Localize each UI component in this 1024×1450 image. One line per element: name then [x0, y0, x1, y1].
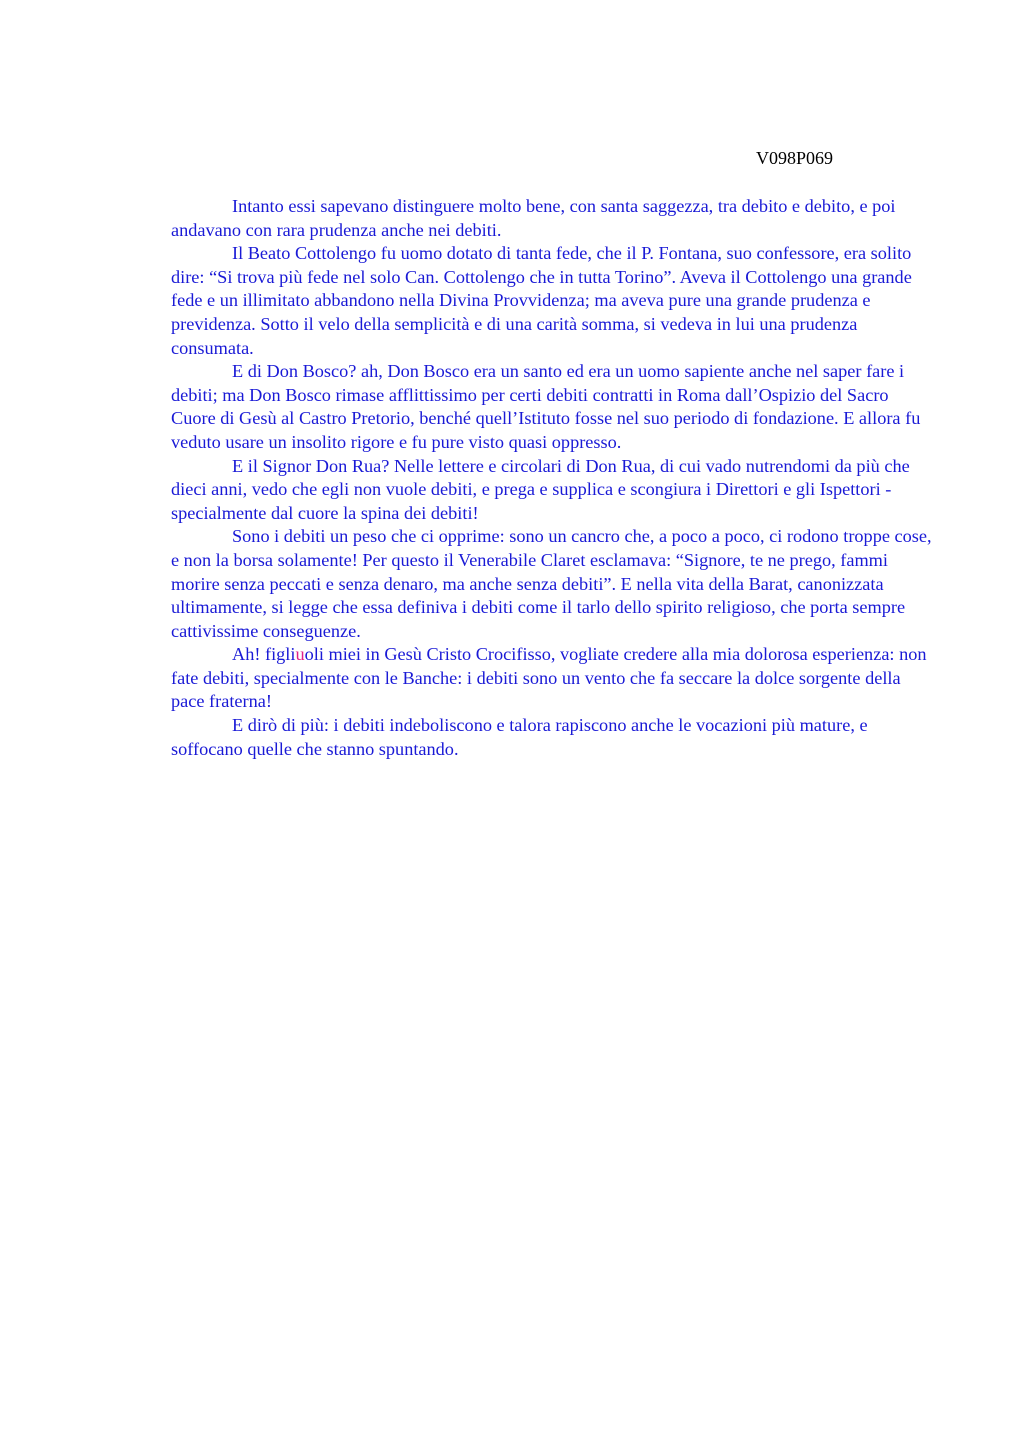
document-body — [171, 195, 933, 761]
paragraph-cottolengo: Il Beato Cottolengo fu uomo dotato di tanta fede, che il P. Fontana, suo confessore, era solito dire: “Si trova più fede nel solo Can. Cottolengo che in tutta Torino”. Aveva il Cottolengo una grande fede e un illimitato abbandono nella Divina Provvidenza; ma aveva pure una grande prudenza e previdenza. Sotto il velo della semplicità e di una carità somma, si vedeva in lui una prudenza consumata. — [171, 243, 912, 358]
exhortation-text-end: oli miei in Gesù Cristo Crocifisso, vogliate credere alla mia dolorosa esperienza: non fate debiti, specialmente con le Banche: i debiti sono un vento che fa seccare la dolce sorgente della pace fraterna! — [171, 644, 927, 712]
exhortation-text-start: Ah! figli — [232, 644, 296, 665]
paragraph-vocations: E dirò di più: i debiti indeboliscono e talora rapiscono anche le vocazioni più mature, e soffocano quelle che stanno spuntando. — [171, 715, 868, 759]
paragraph-exhortation — [171, 643, 933, 714]
paragraph-debts-burden: Sono i debiti un peso che ci opprime: sono un cancro che, a poco a poco, ci rodono troppe cose, e non la borsa solamente! Per questo il Venerabile Claret esclamava: “Signore, te ne prego, fammi morire senza peccati e senza denaro, ma anche senza debiti”. E nella vita della Barat, canonizzata ultimamente, si legge che essa definiva i debiti come il tarlo dello spirito religioso, che porta sempre cattivissime conseguenze. — [171, 526, 932, 641]
paragraph-don-rua: E il Signor Don Rua? Nelle lettere e circolari di Don Rua, di cui vado nutrendomi da più che dieci anni, vedo che egli non vuole debiti, e prega e supplica e scongiura i Direttori e gli Ispettori - specialmente dal cuore la spina dei debiti! — [171, 455, 910, 523]
highlighted-letter: u — [295, 644, 305, 665]
paragraph-debt-distinction: Intanto essi sapevano distinguere molto bene, con santa saggezza, tra debito e debito, e poi andavano con rara prudenza anche nei debiti. — [171, 196, 896, 240]
paragraph-don-bosco: E di Don Bosco? ah, Don Bosco era un santo ed era un uomo sapiente anche nel saper fare i debiti; ma Don Bosco rimase afflittissimo per certi debiti contratti in Roma dall’Ospizio del Sacro Cuore di Gesù al Castro Pretorio, benché quell’Istituto fosse nel suo periodo di fondazione. E allora fu veduto usare un insolito rigore e fu pure visto quasi oppresso. — [171, 361, 921, 452]
page-reference: V098P069 — [756, 148, 834, 168]
